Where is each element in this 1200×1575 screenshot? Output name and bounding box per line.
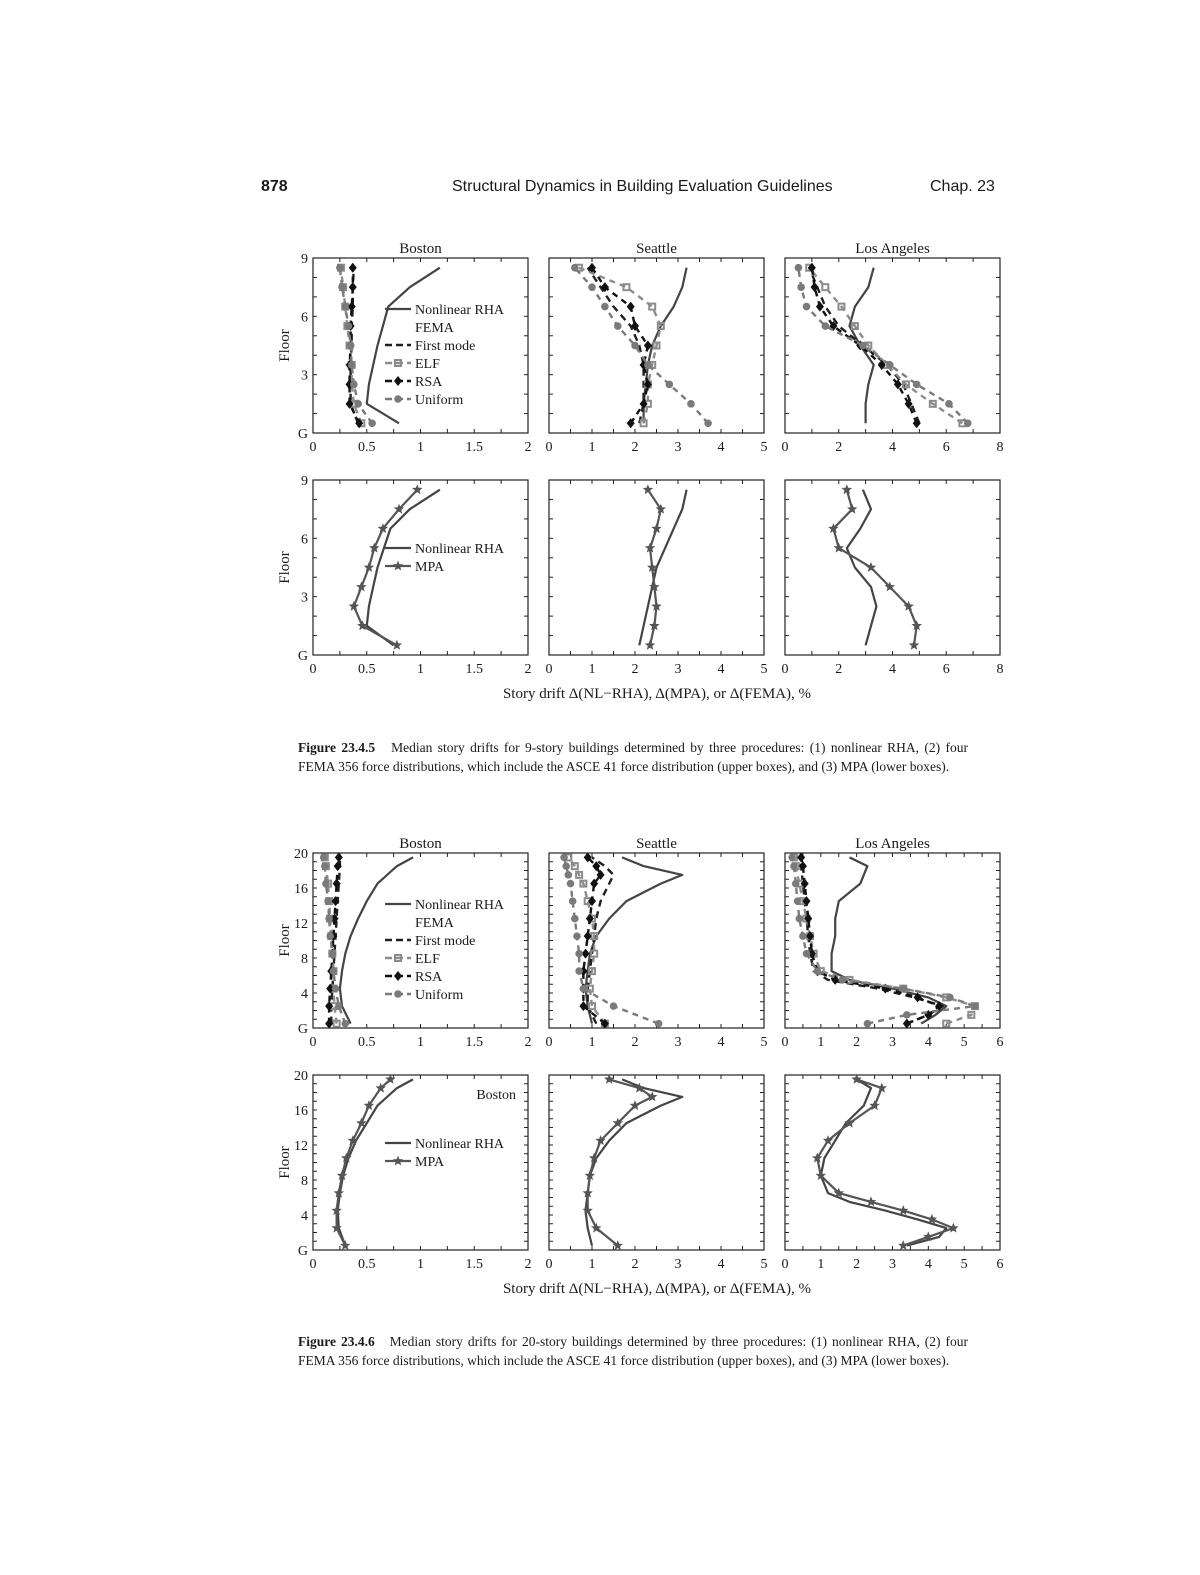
x-tick-label: 0.5	[358, 1035, 376, 1050]
x-tick-label: 2	[631, 662, 639, 677]
chart-panel-boston-lower	[294, 1069, 532, 1272]
chart-panel-los-angeles-upper	[782, 258, 1004, 455]
y-axis-label: Floor	[277, 924, 293, 957]
x-axis-label: Story drift Δ(NL−RHA), Δ(MPA), or Δ(FEMA), %	[502, 1281, 812, 1297]
panel-title: Seattle	[636, 241, 677, 257]
chart-panel-seattle-upper	[546, 258, 768, 455]
x-tick-label: 5	[960, 1257, 968, 1272]
x-tick-label: 0	[309, 1257, 317, 1272]
x-tick-label: 6	[996, 1257, 1004, 1272]
x-tick-label: 1	[817, 1257, 825, 1272]
figure-label: Figure 23.4.6	[298, 1334, 375, 1349]
panel-title: Boston	[399, 836, 442, 852]
data-point	[948, 1223, 958, 1233]
data-point	[349, 282, 357, 292]
y-tick-label: 16	[294, 1104, 308, 1119]
series-line	[809, 268, 962, 424]
series-line	[832, 857, 947, 1023]
data-point	[589, 1003, 595, 1009]
x-tick-label: 2	[524, 662, 532, 677]
data-point	[583, 1205, 593, 1215]
data-point	[899, 985, 907, 993]
chart-panel-boston-upper	[298, 252, 532, 455]
data-point	[796, 915, 804, 923]
data-point	[326, 932, 334, 940]
data-point	[704, 419, 712, 427]
legend-marker	[393, 1156, 403, 1166]
chart-panel-boston-lower	[298, 474, 532, 677]
x-tick-label: 4	[924, 1257, 932, 1272]
chart-panel-seattle-upper	[546, 852, 768, 1050]
data-point	[797, 283, 805, 291]
y-tick-label: G	[297, 427, 308, 442]
y-tick-label: 20	[294, 1069, 308, 1084]
data-point	[614, 322, 622, 330]
data-point	[913, 418, 921, 428]
data-point	[797, 852, 805, 862]
data-point	[803, 303, 811, 311]
legend	[385, 898, 505, 1003]
series-mpa	[583, 1074, 658, 1250]
y-tick-label: 20	[294, 847, 308, 862]
series-nonlinear-rha	[639, 490, 686, 646]
series-line	[588, 1079, 653, 1245]
legend-label: FEMA	[415, 916, 454, 931]
legend-label: FEMA	[415, 321, 454, 336]
x-tick-label: 8	[996, 440, 1004, 455]
data-point	[649, 304, 655, 310]
y-tick-label: 4	[301, 1209, 308, 1224]
x-tick-label: 0.5	[358, 1257, 376, 1272]
x-tick-label: 4	[889, 440, 896, 455]
legend-label: ELF	[415, 357, 440, 372]
data-point	[349, 601, 360, 611]
x-tick-label: 6	[942, 662, 950, 677]
data-point	[645, 640, 656, 650]
data-point	[349, 263, 357, 273]
caption-text: Median story drifts for 9-story buildings determined by three procedures: (1) nonlinear RHA, (2) four FEMA 356 force distributions, which include the ASCE 41 force distribution (upper boxes), and (3) MPA (lower boxes).	[298, 740, 968, 774]
x-tick-label: 8	[996, 662, 1004, 677]
series-line	[821, 1079, 947, 1245]
x-tick-label: 0	[781, 440, 789, 455]
legend-label: MPA	[415, 560, 445, 575]
data-point	[813, 967, 821, 975]
data-point	[322, 880, 330, 888]
data-point	[864, 1020, 872, 1028]
data-point	[971, 1002, 979, 1010]
legend-label: Nonlinear RHA	[415, 898, 505, 913]
legend-label: Nonlinear RHA	[415, 542, 505, 557]
data-point	[575, 950, 583, 958]
y-tick-label: 8	[301, 952, 308, 967]
data-point	[329, 950, 337, 958]
x-tick-label: 1.5	[465, 662, 483, 677]
data-point	[335, 1002, 343, 1010]
y-tick-label: G	[297, 649, 308, 664]
x-tick-label: 0.5	[358, 662, 376, 677]
data-point	[687, 400, 695, 408]
panel-annotation: Boston	[476, 1088, 516, 1103]
plot-frame	[549, 853, 764, 1028]
x-tick-label: 5	[960, 1035, 968, 1050]
x-tick-label: 1	[417, 1035, 424, 1050]
series-elf	[806, 265, 965, 427]
panel-title: Los Angeles	[855, 241, 930, 257]
data-point	[567, 880, 575, 888]
x-tick-label: 3	[674, 1035, 682, 1050]
x-tick-label: 5	[760, 440, 768, 455]
data-point	[336, 264, 344, 272]
series-line	[639, 490, 686, 646]
data-point	[943, 1021, 949, 1027]
x-tick-label: 1	[588, 1257, 596, 1272]
y-tick-label: 12	[294, 1139, 308, 1154]
data-point	[354, 400, 362, 408]
data-point	[340, 1240, 351, 1250]
x-tick-label: 1.5	[465, 440, 483, 455]
data-point	[811, 282, 819, 292]
data-point	[321, 862, 329, 870]
data-point	[795, 264, 803, 272]
data-point	[790, 862, 798, 870]
series-rsa	[797, 852, 943, 1028]
data-point	[903, 1011, 911, 1019]
x-tick-label: 0	[545, 1257, 553, 1272]
data-point	[788, 854, 796, 862]
figure-9-story-drift-charts	[0, 230, 1200, 720]
data-point	[562, 862, 570, 870]
legend-label: Uniform	[415, 393, 464, 408]
data-point	[565, 871, 573, 879]
data-point	[588, 283, 596, 291]
x-tick-label: 2	[835, 440, 843, 455]
chart-panel-seattle-lower	[546, 480, 768, 677]
data-point	[324, 897, 332, 905]
x-tick-label: 5	[760, 1257, 768, 1272]
data-point	[903, 1019, 911, 1029]
panel-title: Los Angeles	[855, 836, 930, 852]
data-point	[569, 897, 577, 905]
series-line	[586, 857, 683, 1023]
y-tick-label: 6	[301, 310, 308, 326]
series-rsa	[588, 263, 652, 429]
x-tick-label: 2	[853, 1257, 861, 1272]
plot-frame	[549, 1075, 764, 1250]
x-tick-label: 5	[760, 1035, 768, 1050]
x-tick-label: 3	[674, 440, 682, 455]
series-line	[833, 490, 916, 646]
y-tick-label: G	[297, 1022, 308, 1037]
x-tick-label: 2	[524, 440, 532, 455]
legend	[385, 1137, 505, 1170]
plot-frame	[785, 480, 1000, 655]
x-tick-label: 4	[889, 662, 896, 677]
data-point	[320, 854, 328, 862]
x-tick-label: 2	[524, 1035, 532, 1050]
chart-panel-boston-upper	[294, 847, 532, 1050]
y-tick-label: G	[297, 1244, 308, 1259]
legend-label: ELF	[415, 952, 440, 967]
x-tick-label: 3	[889, 1257, 896, 1272]
y-tick-label: 3	[301, 590, 308, 606]
x-tick-label: 0	[545, 1035, 553, 1050]
figure-caption-9-story	[298, 738, 968, 776]
x-tick-label: 1	[817, 1035, 825, 1050]
data-point	[347, 342, 355, 350]
data-point	[580, 985, 588, 993]
data-point	[644, 361, 652, 369]
plot-frame	[785, 258, 1000, 433]
series-line	[338, 1079, 413, 1245]
y-tick-label: 4	[301, 987, 308, 1002]
x-tick-label: 2	[835, 662, 843, 677]
data-point	[886, 361, 894, 369]
data-point	[631, 342, 639, 350]
data-point	[345, 322, 353, 330]
figure-caption-20-story	[298, 1332, 968, 1370]
x-tick-label: 1	[588, 662, 596, 677]
data-point	[799, 861, 807, 871]
data-point	[623, 284, 629, 290]
x-tick-label: 6	[942, 440, 950, 455]
y-tick-label: 12	[294, 917, 308, 932]
data-point	[368, 419, 376, 427]
data-point	[898, 1240, 909, 1250]
legend	[385, 542, 505, 575]
series-line	[337, 1079, 391, 1245]
series-nonlinear-rha	[338, 1079, 413, 1245]
legend	[385, 303, 505, 408]
x-tick-label: 0	[781, 1257, 789, 1272]
figure-20-story-drift-charts	[0, 825, 1200, 1315]
legend-marker	[394, 971, 402, 981]
x-tick-label: 4	[717, 1035, 725, 1050]
x-tick-label: 2	[631, 1257, 639, 1272]
chart-panel-seattle-lower	[546, 1074, 768, 1272]
data-point	[839, 976, 847, 984]
figure-label: Figure 23.4.5	[298, 740, 376, 755]
x-tick-label: 3	[674, 1257, 682, 1272]
x-tick-label: 6	[996, 1035, 1004, 1050]
x-tick-label: 0	[309, 662, 317, 677]
data-point	[822, 284, 828, 290]
data-point	[866, 1196, 876, 1206]
x-tick-label: 2	[524, 1257, 532, 1272]
legend-label: RSA	[415, 375, 443, 390]
legend-marker	[394, 395, 402, 403]
x-tick-label: 0	[309, 1035, 317, 1050]
data-point	[591, 951, 597, 957]
data-point	[341, 303, 349, 311]
data-point	[560, 854, 568, 862]
series-line	[575, 268, 708, 424]
x-tick-label: 5	[760, 662, 768, 677]
y-tick-label: 16	[294, 882, 308, 897]
legend-marker	[394, 376, 402, 386]
data-point	[350, 381, 358, 389]
caption-text: Median story drifts for 20-story buildings determined by three procedures: (1) nonlinear RHA, (2) four FEMA 356 force distributions, which include the ASCE 41 force distribution (upper boxes), and (3) MPA (lower boxes).	[298, 1334, 968, 1368]
data-point	[964, 419, 972, 427]
x-tick-label: 0	[545, 440, 553, 455]
y-tick-label: 9	[301, 474, 308, 489]
panel-title: Seattle	[636, 836, 677, 852]
data-point	[392, 640, 403, 650]
data-point	[571, 264, 579, 272]
x-tick-label: 3	[889, 1035, 896, 1050]
x-tick-label: 4	[717, 1257, 725, 1272]
data-point	[946, 994, 954, 1002]
x-tick-label: 1	[417, 1257, 424, 1272]
data-point	[330, 967, 338, 975]
legend-marker	[394, 990, 402, 998]
data-point	[348, 361, 356, 369]
legend-label: Nonlinear RHA	[415, 1137, 505, 1152]
data-point	[601, 303, 609, 311]
legend-label: Nonlinear RHA	[415, 303, 505, 318]
legend-label: RSA	[415, 970, 443, 985]
x-tick-label: 0.5	[358, 440, 376, 455]
x-tick-label: 4	[924, 1035, 932, 1050]
series-mpa	[812, 1074, 959, 1250]
series-line	[354, 490, 417, 646]
series-nonlinear-rha	[832, 857, 947, 1023]
data-point	[341, 1020, 349, 1028]
data-point	[909, 640, 919, 650]
series-mpa	[828, 484, 922, 650]
page-number: 878	[261, 178, 288, 195]
x-tick-label: 2	[631, 440, 639, 455]
y-tick-label: 8	[301, 1174, 308, 1189]
page-header	[0, 178, 1200, 202]
series-nonlinear-rha	[821, 1079, 947, 1245]
y-tick-label: 9	[301, 252, 308, 267]
series-line	[564, 857, 659, 1023]
x-tick-label: 3	[674, 662, 682, 677]
data-point	[822, 322, 830, 330]
data-point	[792, 880, 800, 888]
y-axis-label: Floor	[277, 551, 293, 584]
series-uniform	[795, 264, 972, 427]
x-tick-label: 4	[717, 662, 725, 677]
legend-marker	[393, 561, 403, 571]
data-point	[573, 932, 581, 940]
data-point	[803, 950, 811, 958]
panel-title: Boston	[399, 241, 442, 257]
legend-label: Uniform	[415, 988, 464, 1003]
x-tick-label: 4	[717, 440, 725, 455]
data-point	[913, 381, 921, 389]
legend-label: MPA	[415, 1155, 445, 1170]
data-point	[627, 302, 635, 312]
data-point	[799, 932, 807, 940]
chapter-label: Chap. 23	[930, 178, 995, 195]
x-tick-label: 1.5	[465, 1257, 483, 1272]
x-tick-label: 1.5	[465, 1035, 483, 1050]
x-tick-label: 0	[781, 662, 789, 677]
data-point	[332, 985, 340, 993]
legend-label: First mode	[415, 339, 476, 354]
chart-panel-los-angeles-upper	[782, 852, 1004, 1050]
y-axis-label: Floor	[277, 1146, 293, 1179]
x-axis-label: Story drift Δ(NL−RHA), Δ(MPA), or Δ(FEMA), %	[502, 686, 812, 702]
legend-label: First mode	[415, 934, 476, 949]
data-point	[945, 400, 953, 408]
y-tick-label: 3	[301, 368, 308, 384]
x-tick-label: 0	[545, 662, 553, 677]
data-point	[859, 342, 867, 350]
data-point	[575, 967, 583, 975]
data-point	[643, 484, 653, 494]
y-axis-label: Floor	[277, 329, 293, 362]
series-nonlinear-rha	[586, 857, 683, 1023]
data-point	[655, 1020, 663, 1028]
chart-panel-los-angeles-lower	[782, 480, 1004, 677]
data-point	[571, 915, 579, 923]
y-tick-label: 6	[301, 532, 308, 548]
data-point	[334, 1021, 340, 1027]
plot-frame	[785, 853, 1000, 1028]
data-point	[610, 1002, 618, 1010]
x-tick-label: 2	[631, 1035, 639, 1050]
data-point	[335, 852, 343, 862]
chart-panel-los-angeles-lower	[782, 1074, 1004, 1272]
x-tick-label: 0	[309, 440, 317, 455]
data-point	[325, 915, 333, 923]
data-point	[794, 897, 802, 905]
running-title: Structural Dynamics in Building Evaluation Guidelines	[452, 178, 833, 195]
series-mpa	[643, 484, 666, 650]
x-tick-label: 1	[417, 662, 424, 677]
x-tick-label: 1	[417, 440, 424, 455]
data-point	[338, 283, 346, 291]
x-tick-label: 2	[853, 1035, 861, 1050]
series-uniform	[336, 264, 376, 427]
x-tick-label: 0	[781, 1035, 789, 1050]
data-point	[666, 381, 674, 389]
x-tick-label: 1	[588, 1035, 596, 1050]
x-tick-label: 1	[588, 440, 596, 455]
